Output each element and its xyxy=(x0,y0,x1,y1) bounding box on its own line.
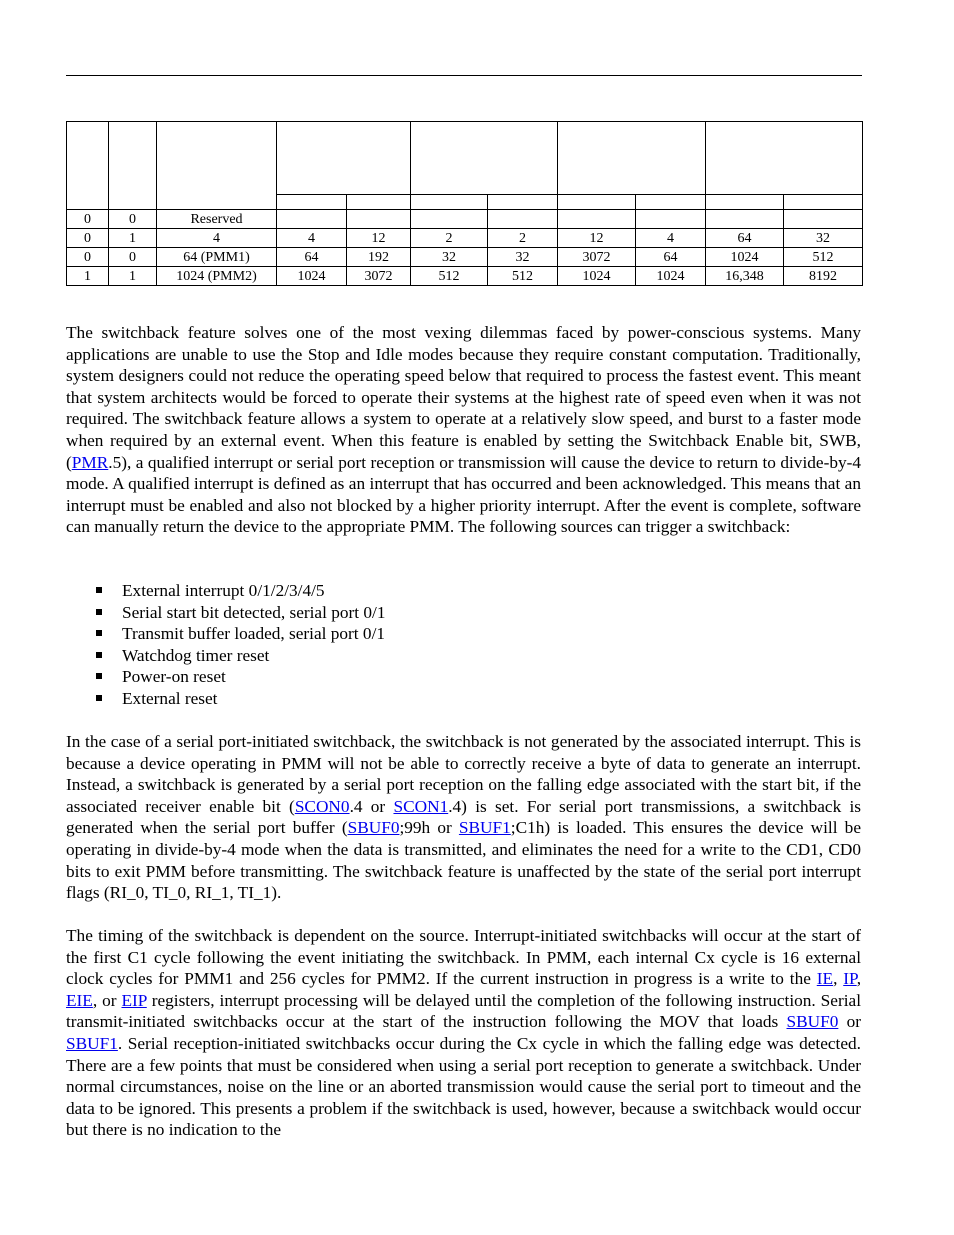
table-cell xyxy=(277,210,347,229)
pmr-link[interactable]: PMR xyxy=(71,452,109,472)
table-cell: 0 xyxy=(67,248,109,267)
header-cell xyxy=(277,122,411,195)
table-cell: Reserved xyxy=(157,210,277,229)
table-cell: 1024 xyxy=(636,267,706,286)
bullet-icon xyxy=(96,695,102,701)
subheader-cell xyxy=(277,195,347,210)
list-item: Power-on reset xyxy=(66,666,385,688)
subheader-cell xyxy=(784,195,863,210)
paragraph-text: .5), a qualified interrupt or serial port reception or transmission will cause the device to return to divide-by-4 mode. A qualified interrupt is defined as an interrupt that has occurred and been acknowledged. This means that an interrupt must be enabled and also not blocked by a higher priority interrupt. After the event is complete, software can manually return the device to the appropriate PMM. The following sources can trigger a switchback: xyxy=(66,452,861,537)
bullet-icon xyxy=(96,630,102,636)
table-cell: 3072 xyxy=(558,248,636,267)
table-cell: 0 xyxy=(109,248,157,267)
list-item: Watchdog timer reset xyxy=(66,645,385,667)
table-cell: 4 xyxy=(277,229,347,248)
header-cell xyxy=(558,122,706,195)
subheader-cell xyxy=(347,195,411,210)
subheader-cell xyxy=(706,195,784,210)
subheader-cell xyxy=(488,195,558,210)
list-item: Serial start bit detected, serial port 0/1 xyxy=(66,602,385,624)
table-cell: 32 xyxy=(784,229,863,248)
bullet-icon xyxy=(96,652,102,658)
table-cell: 32 xyxy=(411,248,488,267)
table-cell: 1 xyxy=(109,229,157,248)
header-cell xyxy=(706,122,863,195)
header-cell xyxy=(157,122,277,210)
header-cell xyxy=(109,122,157,210)
paragraph-text: ;99h or xyxy=(399,818,459,838)
table-cell: 32 xyxy=(488,248,558,267)
pmm-timing-table xyxy=(66,121,863,286)
subheader-cell xyxy=(411,195,488,210)
table-header-row xyxy=(67,122,863,195)
sbuf1-link[interactable]: SBUF1 xyxy=(458,818,511,838)
table-row xyxy=(67,210,863,229)
table-row xyxy=(67,229,863,248)
table-row xyxy=(67,248,863,267)
header-cell xyxy=(67,122,109,210)
bullet-icon xyxy=(96,609,102,615)
bullet-icon xyxy=(96,587,102,593)
table-cell: 1024 xyxy=(277,267,347,286)
table-cell: 64 (PMM1) xyxy=(157,248,277,267)
table-cell: 2 xyxy=(488,229,558,248)
bullet-icon xyxy=(96,673,102,679)
list-item: External interrupt 0/1/2/3/4/5 xyxy=(66,580,385,602)
switchback-intro-paragraph xyxy=(66,322,861,538)
table-cell xyxy=(347,210,411,229)
table-cell: 64 xyxy=(636,248,706,267)
serial-switchback-paragraph xyxy=(66,731,861,904)
paragraph-text: In the case of a serial port-initiated switchback, the switchback is not generated by the associated interrupt. This is because a device operating in PMM will not be able to correctly receive a byte of data to generate an interrupt. Instead, a switchback is generated by a serial port reception on the falling edge associated with the start bit, if the associated receiver enable bit ( xyxy=(66,732,861,816)
eie-link[interactable]: EIE xyxy=(66,990,93,1010)
table-cell xyxy=(706,210,784,229)
paragraph-text: ;C1h) is loaded. This ensures the device will be operating in divide-by-4 mode when the data is transmitted, and eliminates the need for a write to the CD1, CD0 bits to exit PMM before transmitting. The switchback feature is unaffected by the state of the serial port interrupt flags (RI_0, TI_0, RI_1, TI_1). xyxy=(66,818,861,903)
table-cell: 64 xyxy=(277,248,347,267)
table-cell: 1 xyxy=(109,267,157,286)
paragraph-text: The switchback feature solves one of the most vexing dilemmas faced by power-conscious systems. Many applications are unable to use the Stop and Idle modes because they require constant computation. Traditionally, system designers could not reduce the operating speed below that required to process the fastest event. This meant that system architects would be forced to operate their systems at the highest rate of speed even when it was not required. The switchback feature allows a system to operate at a relatively slow speed, and burst to a faster mode when required by an external event. When this feature is enabled by setting the Switchback Enable bit, SWB, ( xyxy=(66,323,861,472)
paragraph-text: , xyxy=(856,969,862,989)
table-cell xyxy=(784,210,863,229)
table-cell xyxy=(636,210,706,229)
scon0-link[interactable]: SCON0 xyxy=(294,796,350,816)
table-cell: 0 xyxy=(109,210,157,229)
paragraph-text: registers, interrupt processing will be delayed until the completion of the following instruction. Serial transmit-initiated switchbacks occur at the start of the instruction following the MOV that loads xyxy=(66,990,861,1032)
table-cell: 8192 xyxy=(784,267,863,286)
table-cell xyxy=(558,210,636,229)
table-cell: 4 xyxy=(636,229,706,248)
table-cell: 0 xyxy=(67,229,109,248)
table-cell: 512 xyxy=(784,248,863,267)
eip-link[interactable]: EIP xyxy=(121,990,147,1010)
header-cell xyxy=(411,122,558,195)
list-item: Transmit buffer loaded, serial port 0/1 xyxy=(66,623,385,645)
paragraph-text: , xyxy=(833,969,844,989)
table-cell: 2 xyxy=(411,229,488,248)
table-cell xyxy=(488,210,558,229)
table-cell: 512 xyxy=(488,267,558,286)
paragraph-text: .4 or xyxy=(349,796,394,816)
sbuf1-link[interactable]: SBUF1 xyxy=(66,1033,118,1053)
table-cell: 12 xyxy=(558,229,636,248)
table-cell: 64 xyxy=(706,229,784,248)
table-cell xyxy=(411,210,488,229)
header-rule xyxy=(66,75,862,76)
table-cell: 3072 xyxy=(347,267,411,286)
list-item: External reset xyxy=(66,688,385,710)
table-cell: 1024 (PMM2) xyxy=(157,267,277,286)
ip-link[interactable]: IP xyxy=(843,969,857,989)
ie-link[interactable]: IE xyxy=(816,969,834,989)
paragraph-text: .4) is set. For serial port transmissions, a switchback is generated when the serial port buffer ( xyxy=(66,796,862,838)
table-cell: 1024 xyxy=(558,267,636,286)
sbuf0-link[interactable]: SBUF0 xyxy=(347,818,400,838)
table-cell: 12 xyxy=(347,229,411,248)
table-cell: 192 xyxy=(347,248,411,267)
table-cell: 1 xyxy=(67,267,109,286)
paragraph-text: . Serial reception-initiated switchbacks occur during the Cx cycle in which the falling edge was detected. There are a few points that must be considered when using a serial port reception to generate a switchback. Under normal circumstances, noise on the line or an aborted transmission would cause the serial port to timeout and the data to be ignored. This presents a problem if the switchback is used, however, because a switchback would occur but there is no indication to the xyxy=(66,1033,861,1140)
table-row xyxy=(67,267,863,286)
table-cell: 0 xyxy=(67,210,109,229)
subheader-cell xyxy=(558,195,636,210)
table-cell: 16,348 xyxy=(706,267,784,286)
scon1-link[interactable]: SCON1 xyxy=(393,796,449,816)
table-cell: 1024 xyxy=(706,248,784,267)
table-cell: 512 xyxy=(411,267,488,286)
subheader-cell xyxy=(636,195,706,210)
paragraph-text: , or xyxy=(92,990,122,1010)
paragraph-text: The timing of the switchback is dependent on the source. Interrupt-initiated switchbacks will occur at the start of the first C1 cycle following the event initiating the switchback. In PMM, each internal Cx cycle is 16 external clock cycles for PMM1 and 256 cycles for PMM2. If the current instruction in progress is a write to the xyxy=(66,926,861,989)
sbuf0-link[interactable]: SBUF0 xyxy=(786,1012,839,1032)
table-cell: 4 xyxy=(157,229,277,248)
switchback-timing-paragraph xyxy=(66,925,861,1141)
paragraph-text: or xyxy=(838,1012,861,1032)
switchback-sources-list xyxy=(66,580,385,710)
